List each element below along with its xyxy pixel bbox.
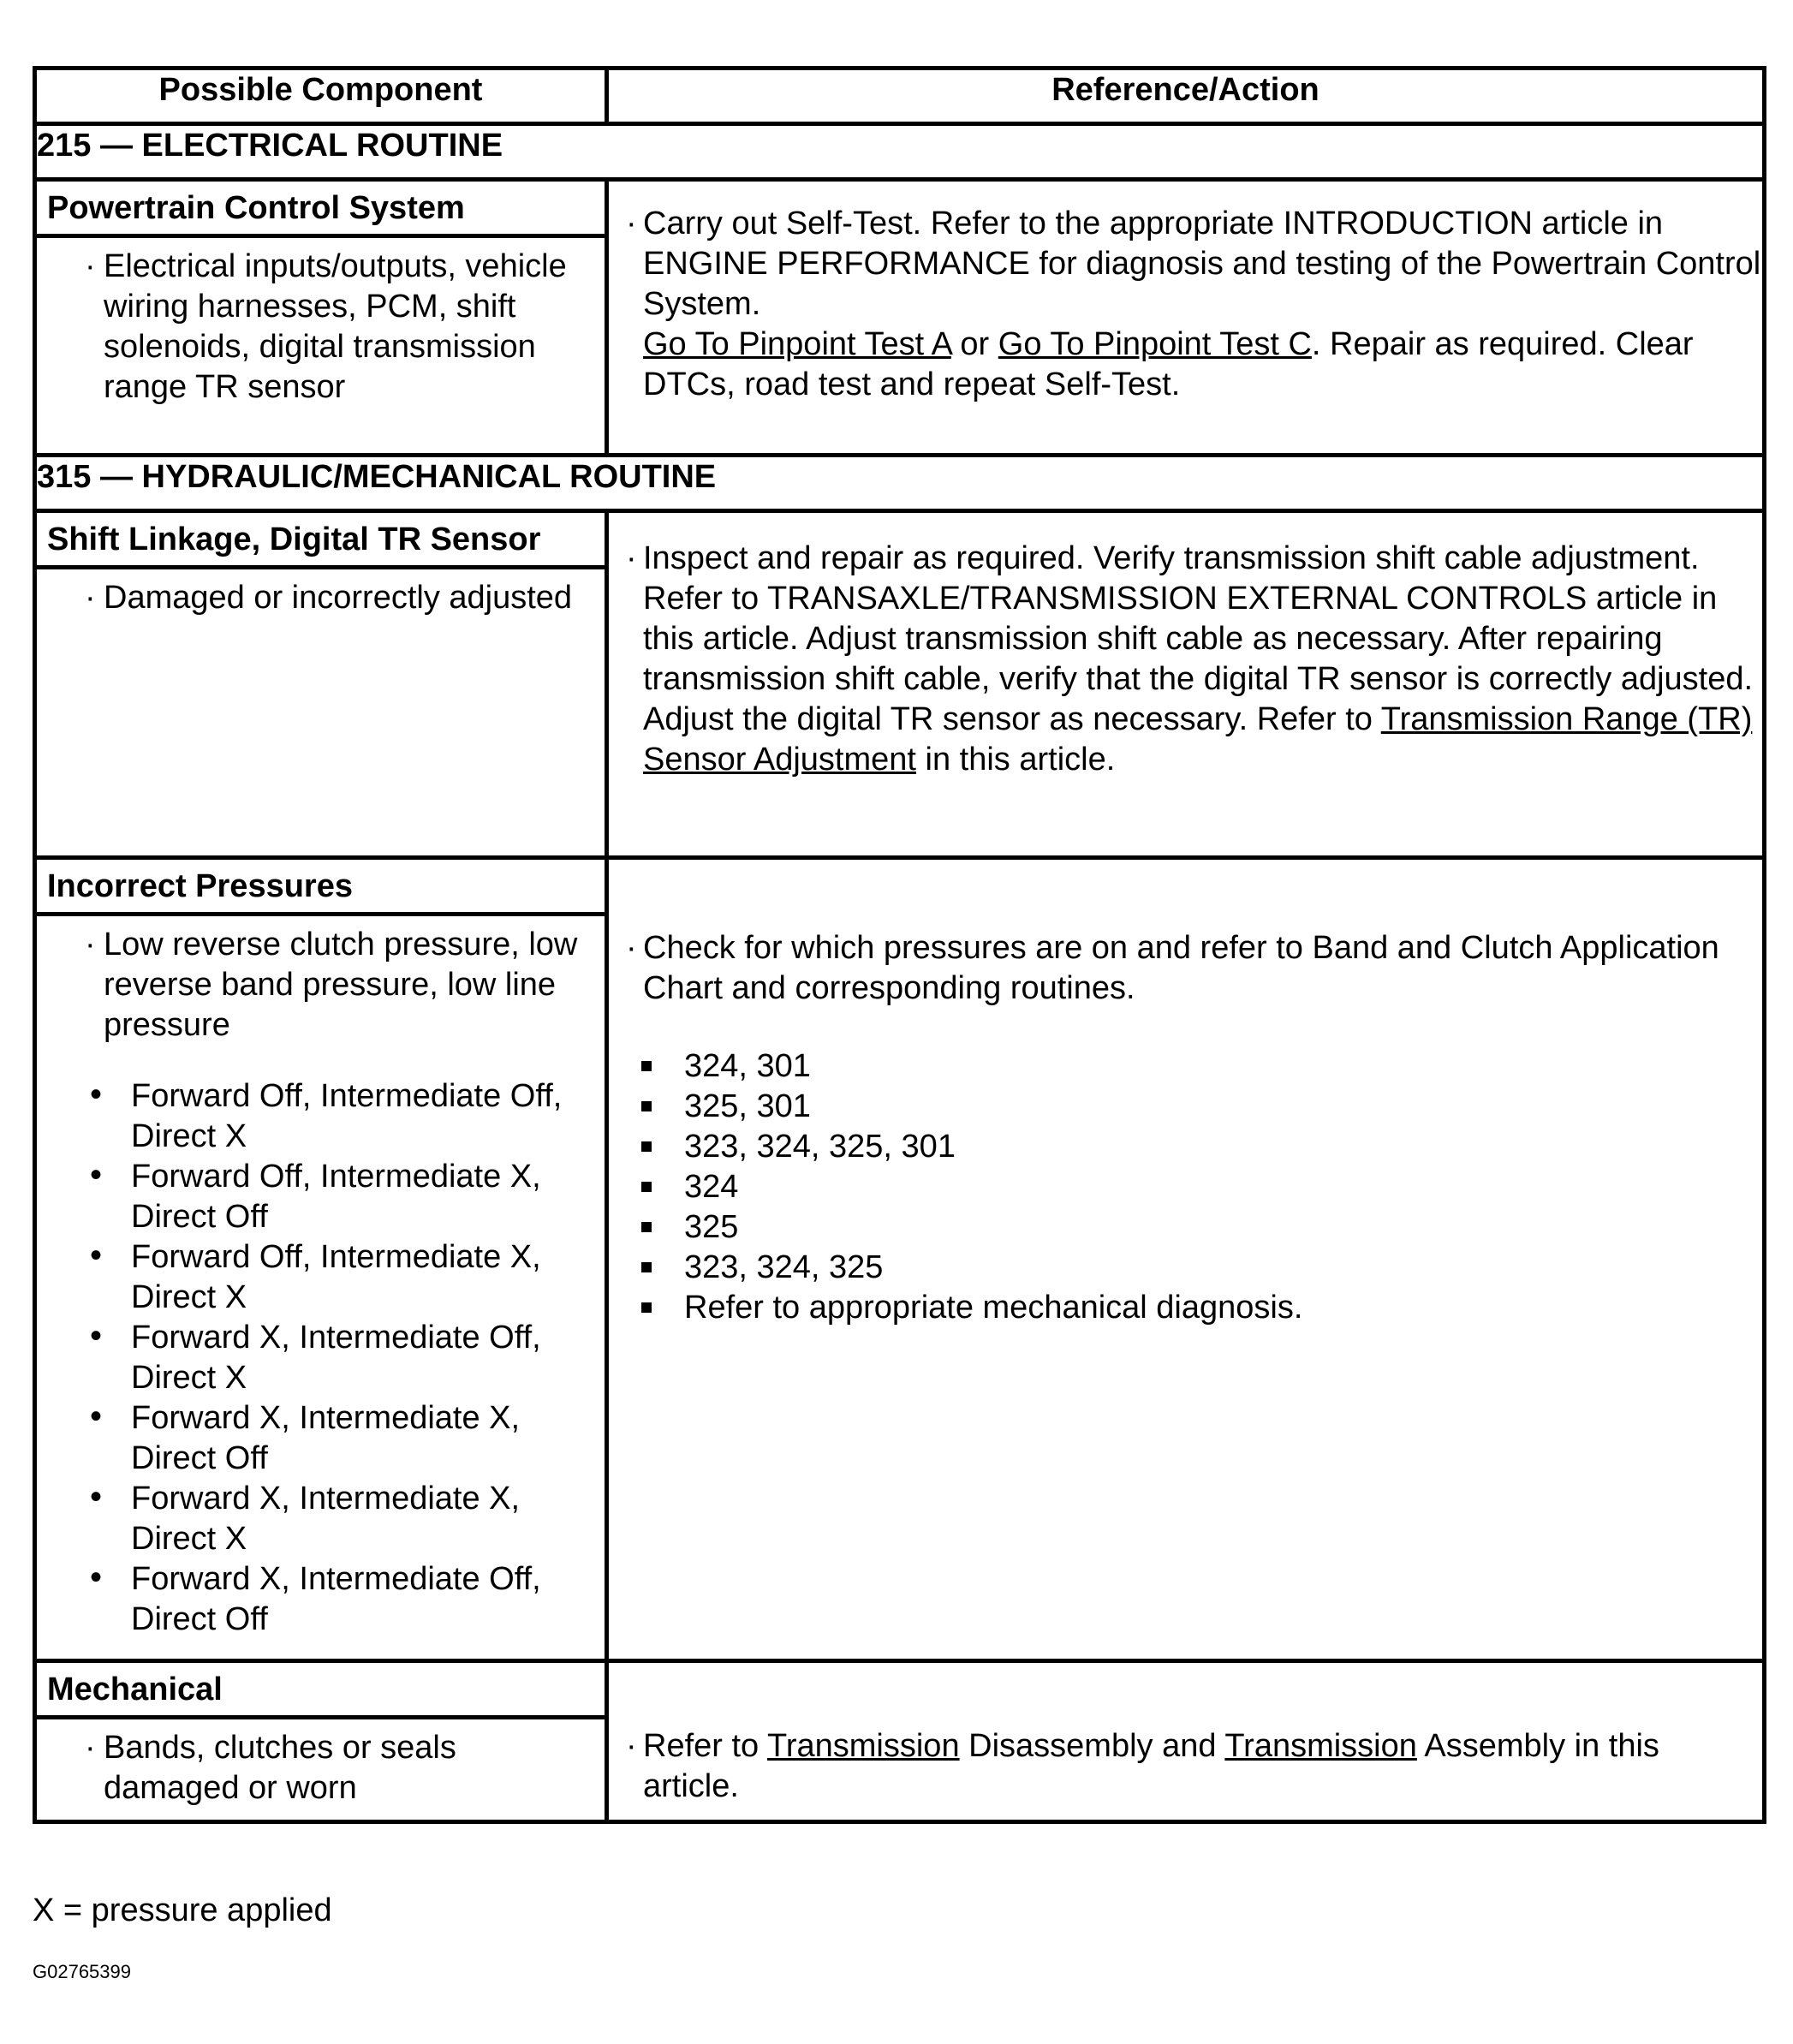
action-text: Refer to Transmission Disassembly and Transmission Assembly in this article. <box>643 1728 1659 1804</box>
bullet-dot: · <box>626 540 637 576</box>
pinpoint-test-c-link[interactable]: Go To Pinpoint Test C <box>998 326 1312 362</box>
header-reference-action: Reference/Action <box>607 69 1765 124</box>
table-row <box>35 858 1765 1661</box>
routine-215-row <box>35 124 1765 180</box>
action-text: Check for which pressures are on and refer to Band and Clutch Application Chart and corresponding routines. <box>643 930 1719 1006</box>
list-item: 324, 301 <box>684 1046 1762 1087</box>
routine-315-title: 315 — HYDRAULIC/MECHANICAL ROUTINE <box>35 456 1765 511</box>
list-item: • Forward X, Intermediate X, Direct Off <box>90 1397 521 1476</box>
component-title: Powertrain Control System <box>37 182 605 238</box>
action-text: Carry out Self-Test. Refer to the appropriate INTRODUCTION article in ENGINE PERFORMANCE for diagnosis and testing of the Powertrain Control System. Go To Pinpoint Test A or Go To Pinpoint Test C. Repair as required. Clear DTCs, road test and repeat Self-Test. <box>643 206 1761 402</box>
bullet-dot: · <box>85 248 96 284</box>
routines-list <box>609 1046 1762 1328</box>
transmission-assembly-link[interactable]: Transmission <box>1224 1728 1417 1764</box>
pressure-conditions-list <box>37 1076 605 1640</box>
list-item: • Forward Off, Intermediate X, Direct X <box>90 1237 541 1315</box>
list-item: • Forward X, Intermediate X, Direct X <box>90 1478 521 1557</box>
bullet-dot: · <box>626 1728 637 1764</box>
bullet-dot: · <box>85 927 96 962</box>
component-description: · Electrical inputs/outputs, vehicle wiring harnesses, PCM, shift solenoids, digital transmission range TR sensor <box>85 248 567 405</box>
bullet-dot: · <box>85 580 96 616</box>
component-description: · Bands, clutches or seals damaged or worn <box>85 1730 456 1806</box>
list-item: • Forward X, Intermediate Off, Direct Off <box>90 1558 541 1637</box>
diagnosis-document <box>33 66 1762 1824</box>
component-description: · Damaged or incorrectly adjusted <box>37 569 605 627</box>
routine-215-title: 215 — ELECTRICAL ROUTINE <box>35 124 1765 180</box>
list-item: • Forward Off, Intermediate Off, Direct X <box>90 1076 563 1154</box>
header-possible-component: Possible Component <box>35 69 607 124</box>
routine-315-row <box>35 456 1765 511</box>
transmission-disassembly-link[interactable]: Transmission <box>767 1728 960 1764</box>
table-header-row <box>35 69 1765 124</box>
diagnosis-table <box>33 66 1766 1824</box>
list-item: 323, 324, 325 <box>684 1248 1762 1288</box>
action-cell <box>607 180 1765 456</box>
component-title: Shift Linkage, Digital TR Sensor <box>37 513 605 569</box>
list-item: • Forward Off, Intermediate X, Direct Off <box>90 1156 541 1235</box>
list-item: Refer to appropriate mechanical diagnosis. <box>684 1288 1762 1328</box>
component-cell <box>35 180 607 456</box>
legend-note: X = pressure applied <box>33 1892 332 1928</box>
component-title: Mechanical <box>37 1663 605 1719</box>
list-item: 325, 301 <box>684 1087 1762 1127</box>
component-title: Incorrect Pressures <box>37 860 605 916</box>
action-cell <box>607 511 1765 858</box>
pinpoint-test-a-link[interactable]: Go To Pinpoint Test A <box>643 326 951 362</box>
tr-sensor-adjustment-link[interactable]: Transmission Range (TR) Sensor Adjustment <box>643 701 1753 778</box>
bullet-dot: · <box>626 206 637 241</box>
bullet-dot: · <box>626 930 637 966</box>
list-item: 325 <box>684 1207 1762 1248</box>
component-cell <box>35 511 607 858</box>
action-text: Inspect and repair as required. Verify transmission shift cable adjustment. Refer to TRANSAXLE/TRANSMISSION EXTERNAL CONTROLS article in this article. Adjust transmission shift cable as necessary. After repairing transmission shift cable, verify that the digital TR sensor is correctly adjusted. Adjust the digital TR sensor as necessary. Refer to Transmission Range (TR) Sensor Adjustment in this article. <box>643 540 1754 778</box>
list-item: 324 <box>684 1167 1762 1207</box>
action-cell <box>607 1661 1765 1822</box>
component-cell <box>35 1661 607 1822</box>
bullet-dot: · <box>85 1730 96 1766</box>
list-item: • Forward X, Intermediate Off, Direct X <box>90 1317 541 1396</box>
action-cell <box>607 858 1765 1661</box>
component-description: · Low reverse clutch pressure, low reverse band pressure, low line pressure <box>85 927 578 1043</box>
table-row <box>35 1661 1765 1822</box>
component-cell <box>35 858 607 1661</box>
figure-id: G02765399 <box>33 1961 131 1982</box>
table-row <box>35 511 1765 858</box>
list-item: 323, 324, 325, 301 <box>684 1127 1762 1167</box>
table-row <box>35 180 1765 456</box>
